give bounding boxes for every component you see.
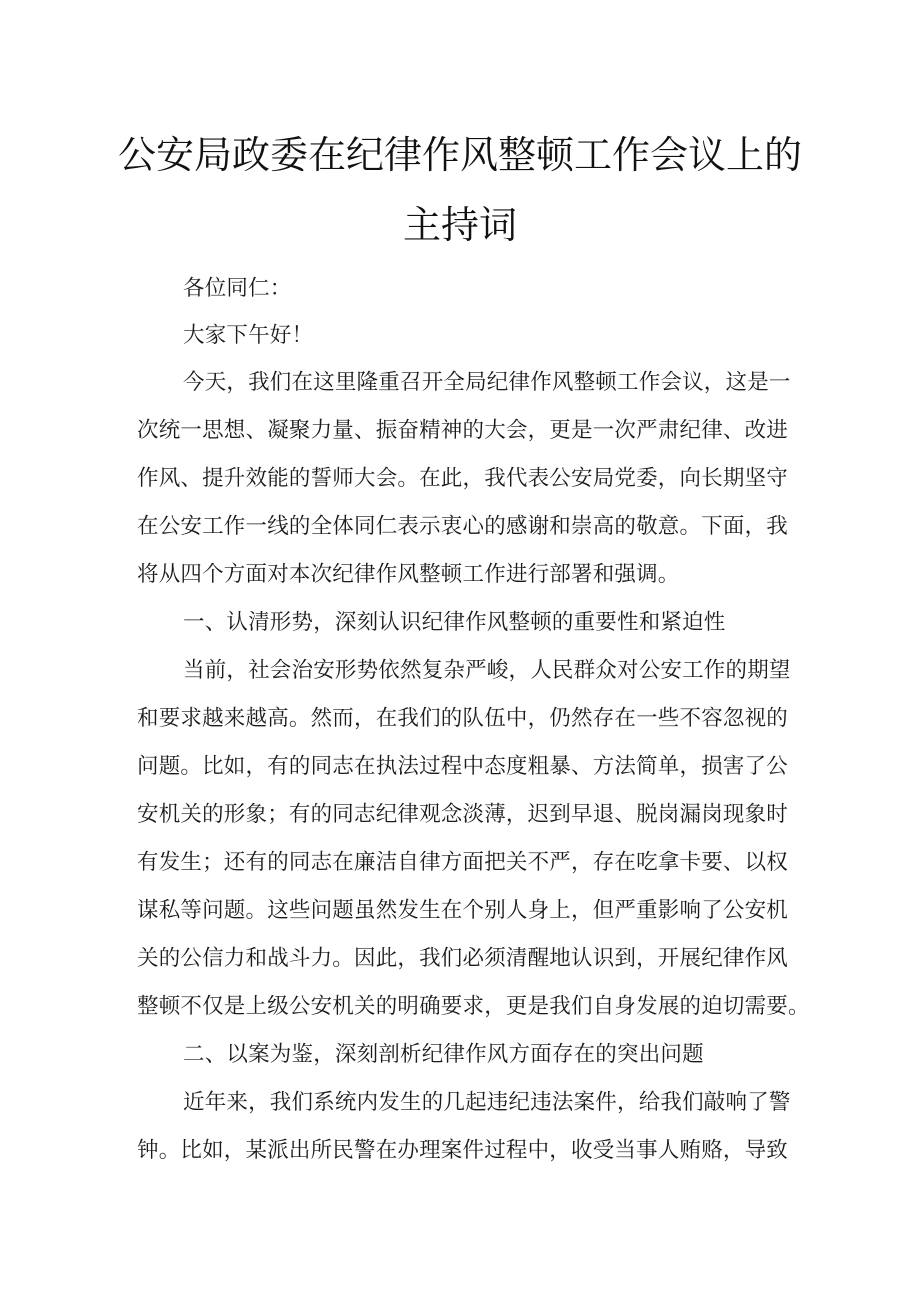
paragraph-line: 和要求越来越高。然而，在我们的队伍中，仍然存在一些不容忽视的 bbox=[137, 706, 789, 731]
paragraph-line: 当前，社会治安形势依然复杂严峻，人民群众对公安工作的期望 bbox=[183, 658, 791, 683]
paragraph-line: 关的公信力和战斗力。因此，我们必须清醒地认识到，开展纪律作风 bbox=[137, 946, 789, 971]
paragraph-line: 谋私等问题。这些问题虽然发生在个别人身上，但严重影响了公安机 bbox=[137, 898, 789, 923]
paragraph-line: 今天，我们在这里隆重召开全局纪律作风整顿工作会议，这是一 bbox=[183, 370, 791, 395]
paragraph-line: 将从四个方面对本次纪律作风整顿工作进行部署和强调。 bbox=[137, 562, 680, 587]
greeting: 大家下午好！ bbox=[183, 323, 314, 348]
document-title-line-2: 主持词 bbox=[402, 203, 517, 247]
paragraph-line: 在公安工作一线的全体同仁表示衷心的感谢和崇高的敬意。下面，我 bbox=[137, 514, 789, 539]
paragraph-line: 近年来，我们系统内发生的几起违纪违法案件，给我们敲响了警 bbox=[183, 1090, 791, 1115]
section-heading-2: 二、以案为鉴，深刻剖析纪律作风方面存在的突出问题 bbox=[183, 1042, 704, 1067]
paragraph-line: 作风、提升效能的誓师大会。在此，我代表公安局党委，向长期坚守 bbox=[137, 466, 789, 491]
salutation: 各位同仁： bbox=[183, 276, 292, 301]
section-heading-1: 一、认清形势，深刻认识纪律作风整顿的重要性和紧迫性 bbox=[183, 610, 726, 635]
paragraph-line: 次统一思想、凝聚力量、振奋精神的大会，更是一次严肃纪律、改进 bbox=[137, 418, 789, 443]
paragraph-line: 问题。比如，有的同志在执法过程中态度粗暴、方法简单，损害了公 bbox=[137, 754, 789, 779]
paragraph-line: 有发生；还有的同志在廉洁自律方面把关不严，存在吃拿卡要、以权 bbox=[137, 850, 789, 875]
paragraph-line: 整顿不仅是上级公安机关的明确要求，更是我们自身发展的迫切需要。 bbox=[137, 994, 810, 1019]
paragraph-line: 安机关的形象；有的同志纪律观念淡薄，迟到早退、脱岗漏岗现象时 bbox=[137, 802, 789, 827]
document-title-line-1: 公安局政委在纪律作风整顿工作会议上的 bbox=[117, 133, 802, 177]
paragraph-line: 钟。比如，某派出所民警在办理案件过程中，收受当事人贿赂，导致 bbox=[137, 1138, 789, 1163]
